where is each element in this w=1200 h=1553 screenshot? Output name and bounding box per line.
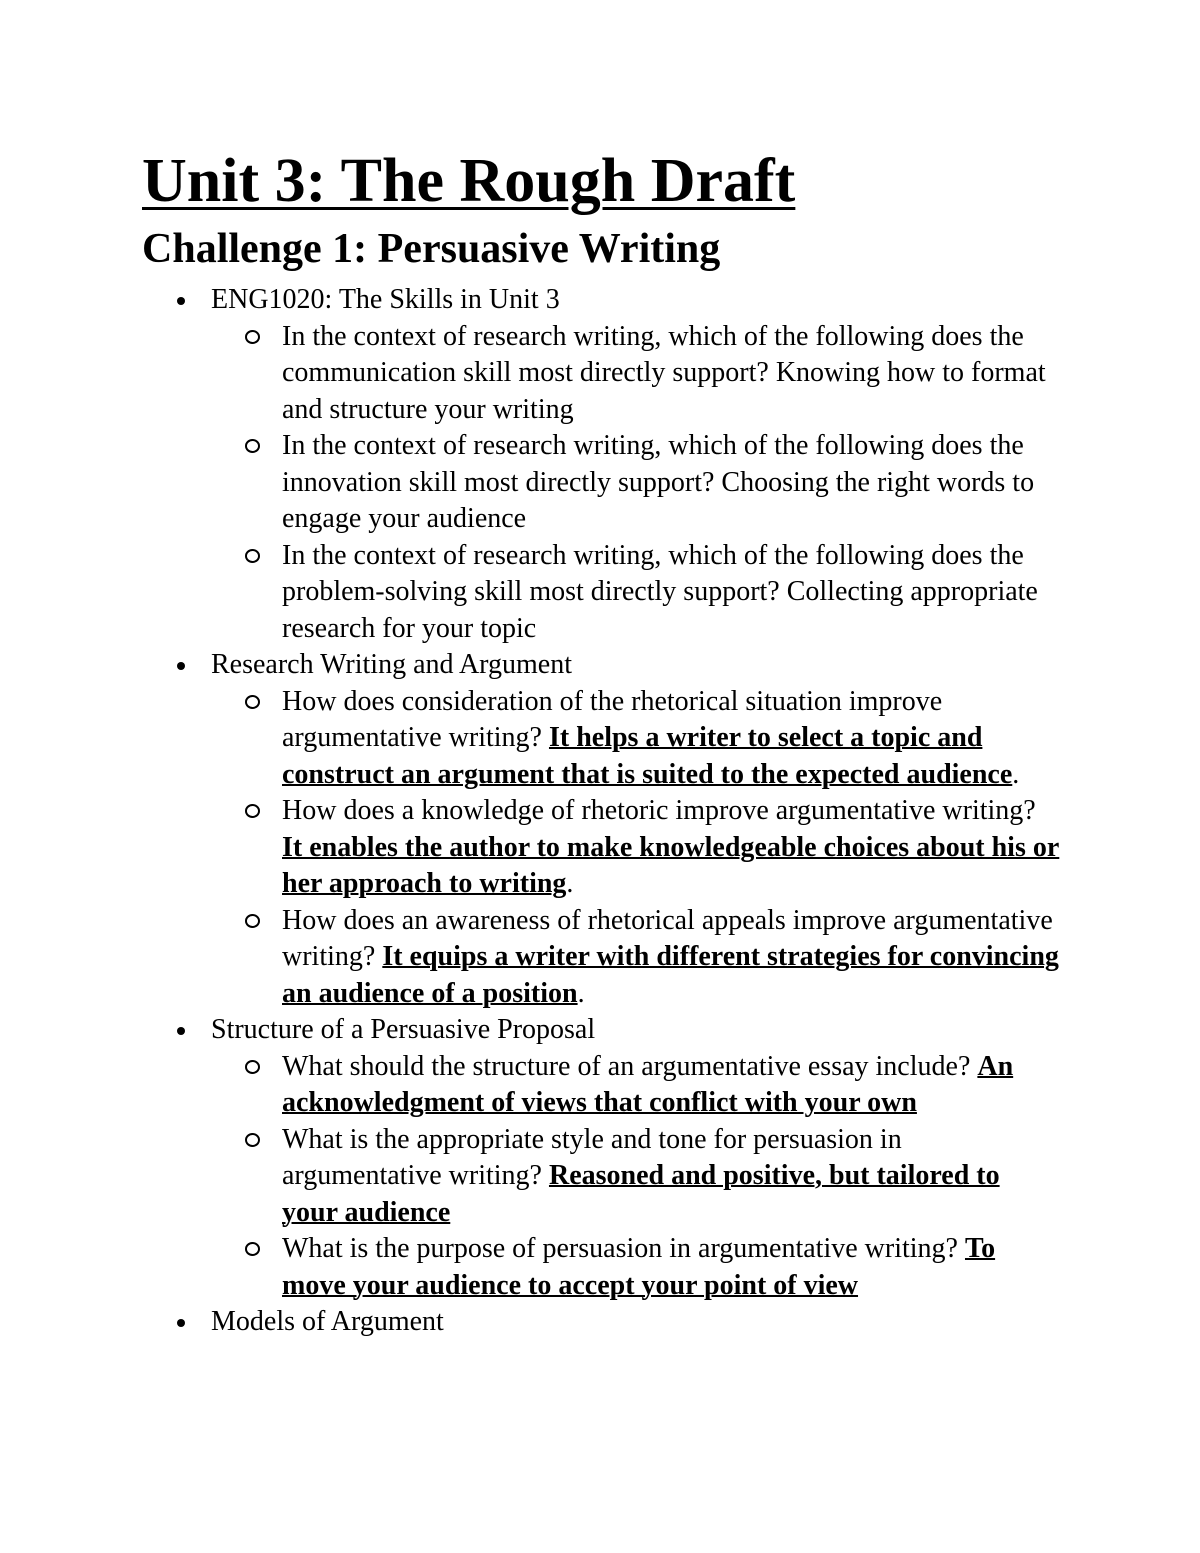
question-text: In the context of research writing, which of the following does the problem-solving skill most directly support? Collecting appropriate research for your topic (282, 539, 1038, 644)
section-heading: Models of Argument (211, 1306, 444, 1337)
circle-bullet-icon (245, 804, 260, 818)
sub-list (211, 319, 1100, 648)
outline-section (0, 1012, 1100, 1304)
outline-section (0, 282, 1100, 647)
circle-bullet-icon (245, 1060, 260, 1074)
answer-period: . (577, 977, 585, 1009)
question-text: What should the structure of an argumentative essay include? (282, 1050, 978, 1082)
list-item (282, 793, 1062, 903)
answer-text: Reasoned and positive, but tailored to your audience (282, 1160, 1000, 1228)
answer-text: It equips a writer with different strategies for convincing an audience of a position (282, 941, 1059, 1009)
answer-text: It helps a writer to select a topic and construct an argument that is suited to the expected audience (282, 722, 1013, 790)
question-text: What is the purpose of persuasion in argumentative writing? (282, 1233, 965, 1264)
question-text: In the context of research writing, which of the following does the innovation skill most directly support? Choosing the right words to engage your audience (282, 430, 1035, 534)
sub-list (211, 1049, 1100, 1305)
section-heading: ENG1020: The Skills in Unit 3 (211, 284, 560, 315)
section-heading: Research Writing and Argument (211, 649, 572, 680)
section-heading: Structure of a Persuasive Proposal (211, 1014, 596, 1045)
list-item (282, 319, 1062, 429)
bullet-icon (177, 662, 185, 670)
answer-period: . (566, 868, 574, 899)
answer-text: It enables the author to make knowledgeable choices about his or her approach to writing (282, 831, 1060, 899)
bullet-icon (177, 1027, 185, 1035)
answer-text: To move your audience to accept your point of view (282, 1233, 996, 1301)
document-title: Unit 3: The Rough Draft (142, 147, 796, 215)
sub-list (211, 684, 1100, 1013)
list-item (282, 684, 1062, 794)
outline-list (0, 282, 1100, 1341)
list-item (282, 428, 1062, 538)
question-text: How does a knowledge of rhetoric improve argumentative writing? (282, 795, 1036, 826)
list-item (282, 903, 1062, 1013)
question-text: How does an awareness of rhetorical appeals improve argumentative writing? (282, 904, 1053, 972)
question-text: In the context of research writing, which of the following does the communication skill most directly support? Knowing how to format and structure your writing (282, 320, 1046, 425)
answer-period: . (1012, 758, 1020, 790)
bullet-icon (177, 1319, 185, 1327)
outline-section (0, 1304, 1100, 1341)
circle-bullet-icon (245, 330, 260, 344)
circle-bullet-icon (245, 549, 260, 563)
list-item (282, 1049, 1062, 1122)
answer-text: An acknowledgment of views that conflict with your own (282, 1050, 1014, 1118)
bullet-icon (177, 297, 185, 305)
list-item (282, 1231, 1062, 1304)
circle-bullet-icon (245, 439, 260, 453)
circle-bullet-icon (245, 914, 260, 928)
circle-bullet-icon (245, 1242, 260, 1256)
question-text: How does consideration of the rhetorical situation improve argumentative writing? (282, 685, 943, 753)
circle-bullet-icon (245, 1133, 260, 1147)
outline-section (0, 647, 1100, 1012)
question-text: What is the appropriate style and tone for persuasion in argumentative writing? (282, 1123, 902, 1191)
list-item (282, 1122, 1062, 1232)
document-subtitle: Challenge 1: Persuasive Writing (142, 226, 721, 272)
list-item (282, 538, 1062, 648)
circle-bullet-icon (245, 695, 260, 709)
